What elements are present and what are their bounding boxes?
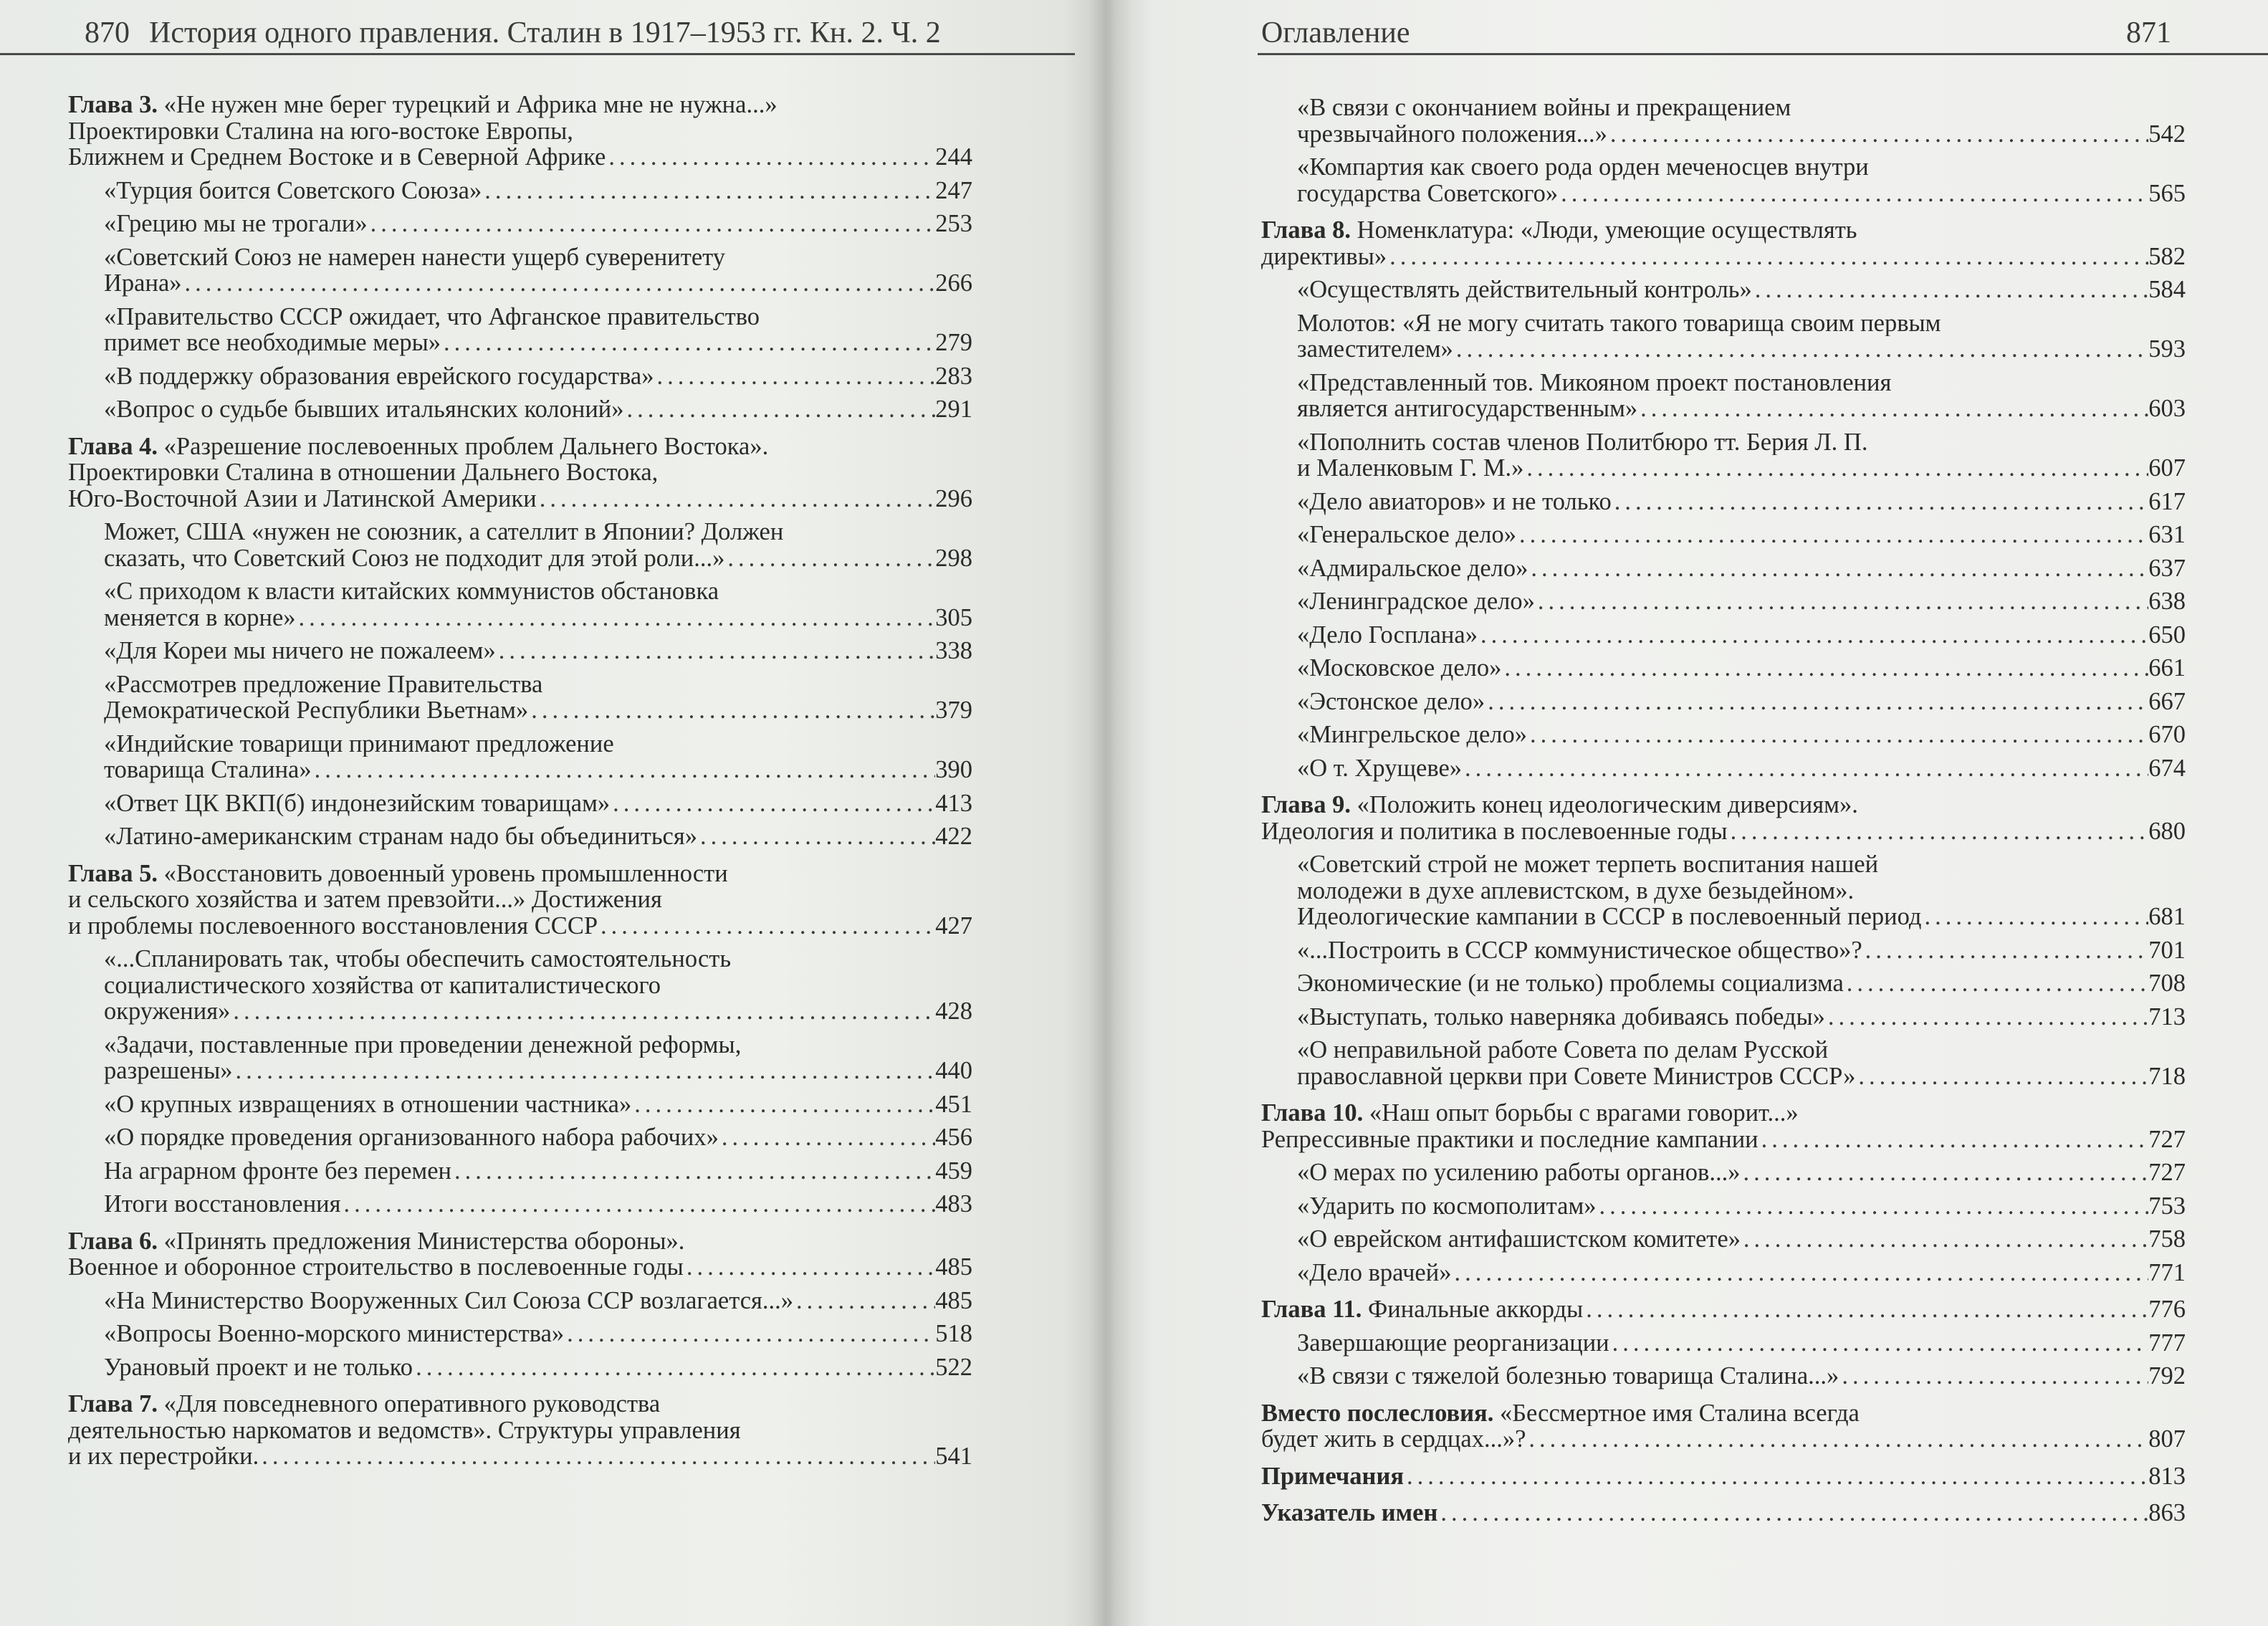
dot-leader xyxy=(312,757,936,783)
entry-title-line: «Грецию мы не трогали» xyxy=(104,210,368,237)
right-page xyxy=(1107,0,2268,1626)
chapter-label: Глава 3. xyxy=(68,92,158,118)
entry-title-line: Может, США «нужен не союзник, а сателлит в Японии? Должен xyxy=(104,519,784,545)
dot-leader xyxy=(1485,689,2148,715)
entry-page-number: 681 xyxy=(2148,903,2186,930)
entry-title-line: Ирана» xyxy=(104,269,182,297)
entry-title-line: «О порядке проведения организованного набора рабочих» xyxy=(104,1124,719,1151)
entry-page-number: 792 xyxy=(2148,1362,2186,1390)
entry-title-line: Итоги восстановления xyxy=(104,1190,341,1218)
entry-title-line: разрешены» xyxy=(104,1057,233,1084)
chapter-label: Вместо послесловия. xyxy=(1261,1400,1494,1426)
dot-leader xyxy=(1528,555,2148,582)
entry-title-line: «Наш опыт борьбы с врагами говорит...» xyxy=(1369,1100,1799,1127)
toc-section-entry xyxy=(68,638,972,664)
entry-title-line: «Принять предложения Министерства обороны». xyxy=(163,1228,685,1254)
dot-leader xyxy=(598,913,935,939)
chapter-label: Глава 7. xyxy=(68,1391,158,1417)
toc-section-entry xyxy=(68,731,972,783)
toc-chapter-entry xyxy=(68,92,972,171)
entry-title-line: «Латино-американским странам надо бы объединиться» xyxy=(104,823,697,850)
toc-section-entry xyxy=(68,1321,972,1347)
entry-page-number: 584 xyxy=(2148,276,2186,303)
entry-title-line: «О мерах по усилению работы органов...» xyxy=(1297,1159,1741,1186)
dot-leader xyxy=(1844,970,2148,997)
entry-title-line: примет все необходимые меры» xyxy=(104,329,441,356)
entry-title-line: «Для Кореи мы ничего не пожалеем» xyxy=(104,637,496,664)
entry-page-number: 305 xyxy=(935,603,972,631)
toc-section-entry xyxy=(1261,1004,2186,1030)
entry-title-line: «Вопрос о судьбе бывших итальянских колоний» xyxy=(104,396,624,423)
dot-leader xyxy=(1523,455,2148,482)
dot-leader xyxy=(564,1321,935,1347)
entry-title-line: и Маленковым Г. М.» xyxy=(1297,454,1524,482)
toc-section-entry xyxy=(68,519,972,571)
toc-section-entry xyxy=(68,946,972,1025)
dot-leader xyxy=(1740,1159,2148,1186)
entry-page-number: 670 xyxy=(2148,721,2186,748)
toc-section-entry xyxy=(68,1191,972,1218)
chapter-label: Глава 11. xyxy=(1261,1296,1362,1323)
entry-title-line: На аграрном фронте без перемен xyxy=(104,1157,452,1185)
dot-leader xyxy=(1501,655,2148,682)
dot-leader xyxy=(1607,121,2148,148)
toc-section-entry xyxy=(68,790,972,817)
toc-section-entry xyxy=(1261,310,2186,363)
dot-leader xyxy=(1637,396,2148,422)
entry-title-line: и их перестройки. xyxy=(68,1443,259,1470)
toc-section-entry xyxy=(68,1124,972,1151)
toc-chapter-entry xyxy=(1261,1400,2186,1453)
entry-page-number: 253 xyxy=(935,210,972,237)
toc-section-entry xyxy=(1261,1226,2186,1253)
entry-page-number: 753 xyxy=(2148,1192,2186,1220)
entry-title-line: «Эстонское дело» xyxy=(1297,687,1485,715)
entry-title-line: Военное и оборонное строительство в послевоенные годы xyxy=(68,1253,684,1281)
dot-leader xyxy=(1855,1063,2148,1090)
dot-leader xyxy=(1558,181,2148,207)
entry-title-line: «Для повседневного оперативного руководства xyxy=(163,1391,661,1417)
dot-leader xyxy=(1451,1260,2148,1286)
entry-title-line: «Ответ ЦК ВКП(б) индонезийским товарищам» xyxy=(104,789,611,817)
toc-section-entry xyxy=(1261,555,2186,582)
dot-leader xyxy=(230,998,935,1025)
entry-page-number: 428 xyxy=(935,998,972,1025)
entry-page-number: 813 xyxy=(2148,1462,2186,1490)
entry-title-line: Экономические (и не только) проблемы социализма xyxy=(1297,970,1844,997)
entry-page-number: 485 xyxy=(935,1253,972,1281)
entry-title-line: социалистического хозяйства от капиталистического xyxy=(104,972,661,998)
entry-title-line: «В связи с окончанием войны и прекращением xyxy=(1297,95,1791,121)
entry-page-number: 718 xyxy=(2148,1062,2186,1090)
entry-title-line: «Генеральское дело» xyxy=(1297,521,1516,548)
entry-title-line: «Представленный тов. Микояном проект постановления xyxy=(1297,369,1892,396)
dot-leader xyxy=(496,638,936,664)
toc-section-entry xyxy=(1261,1330,2186,1357)
toc-chapter-entry xyxy=(1261,217,2186,269)
chapter-label: Глава 8. xyxy=(1261,217,1351,244)
entry-page-number: 638 xyxy=(2148,588,2186,615)
toc-chapter-entry xyxy=(68,861,972,939)
dot-leader xyxy=(296,605,936,631)
entry-page-number: 771 xyxy=(2148,1258,2186,1286)
toc-section-entry xyxy=(1261,489,2186,515)
entry-title-line: «Правительство СССР ожидает, что Афганское правительство xyxy=(104,303,760,330)
toc-section-entry xyxy=(68,671,972,724)
toc-section-entry xyxy=(68,396,972,423)
dot-leader xyxy=(1516,522,2148,548)
entry-title-line: «Турция боится Советского Союза» xyxy=(104,176,482,204)
toc-section-entry xyxy=(68,1032,972,1084)
dot-leader xyxy=(1527,722,2148,748)
entry-title-line: «Компартия как своего рода орден меченосцев внутри xyxy=(1297,154,1869,181)
dot-leader xyxy=(259,1443,935,1470)
entry-title-line: «Выступать, только наверняка добиваясь победы» xyxy=(1297,1003,1825,1030)
entry-title-line: «Советский Союз не намерен нанести ущерб суверенитету xyxy=(104,244,725,270)
entry-page-number: 542 xyxy=(2148,120,2186,148)
toc-chapter-entry xyxy=(68,434,972,512)
entry-page-number: 582 xyxy=(2148,242,2186,270)
dot-leader xyxy=(341,1191,936,1218)
entry-title-line: Номенклатура: «Люди, умеющие осуществлять xyxy=(1357,217,1857,244)
toc-chapter-entry xyxy=(68,1391,972,1470)
dot-leader xyxy=(1478,622,2148,649)
toc-section-entry xyxy=(1261,1363,2186,1390)
entry-page-number: 413 xyxy=(935,789,972,817)
dot-leader xyxy=(684,1254,935,1281)
toc-section-entry xyxy=(1261,429,2186,482)
dot-leader xyxy=(413,1354,935,1381)
entry-title-line: заместителем» xyxy=(1297,335,1453,363)
entry-title-line: директивы» xyxy=(1261,242,1387,270)
entry-title-line: «Пополнить состав членов Политбюро тт. Берия Л. П. xyxy=(1297,429,1868,455)
chapter-label: Глава 9. xyxy=(1261,792,1351,818)
dot-leader xyxy=(1728,818,2149,845)
toc-section-entry xyxy=(1261,851,2186,930)
toc-section-entry xyxy=(1261,970,2186,997)
entry-title-line: «Московское дело» xyxy=(1297,654,1502,682)
entry-title-line: Проектировки Сталина в отношении Дальнего Востока, xyxy=(68,459,659,486)
entry-title-line: Молотов: «Я не могу считать такого товарища своим первым xyxy=(1297,310,1941,336)
entry-page-number: 456 xyxy=(935,1124,972,1151)
entry-page-number: 777 xyxy=(2148,1329,2186,1357)
dot-leader xyxy=(1453,336,2148,363)
toc-chapter-entry xyxy=(1261,1463,2186,1490)
toc-section-entry xyxy=(68,1288,972,1314)
entry-title-line: «Восстановить довоенный уровень промышленности xyxy=(163,860,728,886)
entry-title-line: «С приходом к власти китайских коммунистов обстановка xyxy=(104,578,719,605)
entry-title-line: Демократической Республики Вьетнам» xyxy=(104,697,529,724)
dot-leader xyxy=(1839,1363,2148,1390)
entry-title-line: Проектировки Сталина на юго-востоке Европы, xyxy=(68,118,573,144)
entry-page-number: 680 xyxy=(2148,817,2186,845)
entry-page-number: 541 xyxy=(935,1443,972,1470)
entry-title-line: «Дело врачей» xyxy=(1297,1258,1452,1286)
entry-title-line: Идеологические кампании в СССР в послевоенный период xyxy=(1297,903,1922,930)
toc-section-entry xyxy=(1261,622,2186,649)
entry-title-line: «В поддержку образования еврейского государства» xyxy=(104,362,654,390)
entry-page-number: 451 xyxy=(935,1090,972,1118)
left-running-title: История одного правления. Сталин в 1917–1953 гг. Кн. 2. Ч. 2 xyxy=(149,16,941,49)
entry-page-number: 440 xyxy=(935,1057,972,1084)
entry-title-line: товарища Сталина» xyxy=(104,756,312,783)
chapter-label: Указатель имен xyxy=(1261,1499,1438,1526)
entry-page-number: 565 xyxy=(2148,179,2186,207)
entry-title-line: «Дело авиаторов» и не только xyxy=(1297,487,1612,515)
entry-page-number: 298 xyxy=(935,544,972,572)
entry-page-number: 661 xyxy=(2148,654,2186,682)
dot-leader xyxy=(441,330,935,356)
dot-leader xyxy=(1437,1500,2148,1526)
toc-section-entry xyxy=(1261,755,2186,782)
entry-page-number: 338 xyxy=(935,637,972,664)
entry-page-number: 522 xyxy=(935,1353,972,1381)
toc-section-entry xyxy=(1261,95,2186,147)
dot-leader xyxy=(1609,1330,2149,1357)
dot-leader xyxy=(1526,1426,2148,1453)
entry-page-number: 713 xyxy=(2148,1003,2186,1030)
entry-page-number: 674 xyxy=(2148,754,2186,782)
entry-title-line: Урановый проект и не только xyxy=(104,1353,413,1381)
entry-page-number: 631 xyxy=(2148,521,2186,548)
entry-page-number: 727 xyxy=(2148,1125,2186,1153)
toc-section-entry xyxy=(68,823,972,850)
entry-page-number: 291 xyxy=(935,396,972,423)
right-page-number: 871 xyxy=(2126,16,2171,49)
entry-page-number: 483 xyxy=(935,1190,972,1218)
entry-page-number: 667 xyxy=(2148,687,2186,715)
dot-leader xyxy=(368,211,936,237)
entry-page-number: 296 xyxy=(935,484,972,512)
dot-leader xyxy=(1612,489,2149,515)
entry-page-number: 283 xyxy=(935,362,972,390)
toc-section-entry xyxy=(1261,937,2186,964)
dot-leader xyxy=(1825,1004,2148,1030)
entry-title-line: Юго-Восточной Азии и Латинской Америки xyxy=(68,484,537,512)
entry-title-line: «В связи с тяжелой болезнью товарища Сталина...» xyxy=(1297,1362,1839,1390)
dot-leader xyxy=(451,1158,935,1185)
entry-title-line: «О неправильной работе Совета по делам Русской xyxy=(1297,1037,1829,1063)
entry-page-number: 422 xyxy=(935,823,972,850)
dot-leader xyxy=(1535,588,2148,615)
toc-section-entry xyxy=(68,363,972,390)
toc-section-entry xyxy=(68,578,972,631)
toc-section-entry xyxy=(1261,1037,2186,1089)
left-toc-list xyxy=(68,92,972,1470)
dot-leader xyxy=(1387,244,2148,270)
entry-page-number: 708 xyxy=(2148,970,2186,997)
toc-chapter-entry xyxy=(1261,1296,2186,1323)
entry-title-line: «Адмиральское дело» xyxy=(1297,554,1528,582)
entry-page-number: 266 xyxy=(935,269,972,297)
right-running-title: Оглавление xyxy=(1261,16,1410,49)
entry-title-line: «О т. Хрущеве» xyxy=(1297,754,1463,782)
dot-leader xyxy=(719,1124,935,1151)
toc-section-entry xyxy=(68,211,972,237)
entry-title-line: «Задачи, поставленные при проведении денежной реформы, xyxy=(104,1031,742,1058)
toc-section-entry xyxy=(1261,277,2186,303)
toc-section-entry xyxy=(1261,655,2186,682)
toc-section-entry xyxy=(1261,1193,2186,1220)
entry-title-line: Завершающие реорганизации xyxy=(1297,1329,1609,1357)
entry-page-number: 776 xyxy=(2148,1296,2186,1323)
left-page-number: 870 xyxy=(85,16,130,49)
entry-page-number: 244 xyxy=(935,143,972,171)
chapter-label: Примечания xyxy=(1261,1462,1404,1490)
toc-section-entry xyxy=(1261,1159,2186,1186)
dot-leader xyxy=(1862,937,2149,964)
entry-title-line: Ближнем и Среднем Востоке и в Северной Африке xyxy=(68,143,606,171)
entry-title-line: окружения» xyxy=(104,998,231,1025)
entry-title-line: «На Министерство Вооруженных Сил Союза ССР возлагается...» xyxy=(104,1286,794,1314)
toc-section-entry xyxy=(68,244,972,297)
dot-leader xyxy=(724,545,935,572)
entry-title-line: «Осуществлять действительный контроль» xyxy=(1297,276,1752,303)
toc-section-entry xyxy=(1261,522,2186,548)
dot-leader xyxy=(631,1091,935,1118)
entry-page-number: 593 xyxy=(2148,335,2186,363)
entry-title-line: «О еврейском антифашистском комитете» xyxy=(1297,1225,1741,1253)
dot-leader xyxy=(182,270,936,297)
right-toc-list xyxy=(1261,95,2186,1526)
dot-leader xyxy=(1752,277,2148,303)
right-header-rule xyxy=(1258,53,2268,55)
entry-title-line: «Разрешение послевоенных проблем Дальнего Востока». xyxy=(163,433,769,459)
entry-title-line: чрезвычайного положения...» xyxy=(1297,120,1607,148)
dot-leader xyxy=(528,697,935,724)
chapter-label: Глава 5. xyxy=(68,860,158,886)
dot-leader xyxy=(697,823,935,850)
entry-title-line: молодежи в духе аплевистском, в духе безыдейном». xyxy=(1297,877,1855,904)
entry-title-line: Идеология и политика в послевоенные годы xyxy=(1261,817,1728,845)
toc-section-entry xyxy=(1261,689,2186,715)
dot-leader xyxy=(1583,1296,2148,1323)
chapter-label: Глава 10. xyxy=(1261,1100,1364,1127)
toc-section-entry xyxy=(68,1091,972,1118)
entry-title-line: «Ударить по космополитам» xyxy=(1297,1192,1597,1220)
dot-leader xyxy=(1921,904,2148,930)
entry-title-line: «Бессмертное имя Сталина всегда xyxy=(1499,1400,1860,1426)
entry-title-line: «О крупных извращениях в отношении частника» xyxy=(104,1090,632,1118)
entry-title-line: Репрессивные практики и последние кампании xyxy=(1261,1125,1759,1153)
entry-page-number: 758 xyxy=(2148,1225,2186,1253)
dot-leader xyxy=(482,178,935,204)
entry-page-number: 807 xyxy=(2148,1425,2186,1453)
entry-page-number: 607 xyxy=(2148,454,2186,482)
dot-leader xyxy=(624,396,936,423)
entry-title-line: «Вопросы Военно-морского министерства» xyxy=(104,1320,565,1347)
entry-page-number: 247 xyxy=(935,176,972,204)
entry-title-line: Финальные аккорды xyxy=(1368,1296,1584,1323)
entry-title-line: будет жить в сердцах...»? xyxy=(1261,1425,1526,1453)
entry-page-number: 427 xyxy=(935,912,972,939)
entry-page-number: 518 xyxy=(935,1320,972,1347)
entry-page-number: 459 xyxy=(935,1157,972,1185)
left-page xyxy=(0,0,1107,1626)
entry-page-number: 390 xyxy=(935,756,972,783)
entry-page-number: 617 xyxy=(2148,487,2186,515)
toc-section-entry xyxy=(1261,370,2186,422)
entry-title-line: сказать, что Советский Союз не подходит для этой роли...» xyxy=(104,544,725,572)
entry-title-line: «Ленинградское дело» xyxy=(1297,588,1535,615)
dot-leader xyxy=(606,144,935,171)
entry-page-number: 485 xyxy=(935,1286,972,1314)
entry-page-number: 379 xyxy=(935,697,972,724)
dot-leader xyxy=(610,790,935,817)
entry-title-line: «Индийские товарищи принимают предложение xyxy=(104,730,614,757)
toc-section-entry xyxy=(68,178,972,204)
left-header-rule xyxy=(0,53,1075,55)
entry-title-line: государства Советского» xyxy=(1297,179,1559,207)
entry-title-line: «Советский строй не может терпеть воспитания нашей xyxy=(1297,851,1879,878)
toc-section-entry xyxy=(1261,154,2186,206)
dot-leader xyxy=(233,1058,936,1084)
dot-leader xyxy=(654,363,935,390)
toc-section-entry xyxy=(68,1158,972,1185)
entry-title-line: деятельностью наркоматов и ведомств». Структуры управления xyxy=(68,1417,741,1443)
entry-title-line: «...Спланировать так, чтобы обеспечить самостоятельность xyxy=(104,946,732,972)
entry-title-line: и проблемы послевоенного восстановления СССР xyxy=(68,912,598,939)
entry-title-line: православной церкви при Совете Министров СССР» xyxy=(1297,1062,1856,1090)
toc-section-entry xyxy=(68,304,972,356)
entry-title-line: «Мингрельское дело» xyxy=(1297,721,1528,748)
chapter-label: Глава 6. xyxy=(68,1228,158,1254)
entry-page-number: 863 xyxy=(2148,1499,2186,1526)
entry-title-line: и сельского хозяйства и затем превзойти...» Достижения xyxy=(68,886,662,913)
entry-title-line: «Не нужен мне берег турецкий и Африка мне не нужна...» xyxy=(163,92,777,118)
entry-title-line: меняется в корне» xyxy=(104,603,296,631)
entry-page-number: 650 xyxy=(2148,621,2186,649)
toc-chapter-entry xyxy=(1261,1100,2186,1152)
chapter-label: Глава 4. xyxy=(68,433,158,459)
toc-section-entry xyxy=(1261,1260,2186,1286)
toc-section-entry xyxy=(1261,722,2186,748)
dot-leader xyxy=(1404,1463,2148,1490)
toc-chapter-entry xyxy=(1261,1500,2186,1526)
entry-title-line: «...Построить в СССР коммунистическое общество»? xyxy=(1297,936,1862,964)
toc-chapter-entry xyxy=(1261,792,2186,844)
entry-page-number: 637 xyxy=(2148,554,2186,582)
dot-leader xyxy=(537,486,936,512)
entry-title-line: «Положить конец идеологическим диверсиям». xyxy=(1357,792,1858,818)
entry-title-line: «Рассмотрев предложение Правительства xyxy=(104,671,543,697)
entry-page-number: 727 xyxy=(2148,1159,2186,1186)
dot-leader xyxy=(1741,1226,2148,1253)
toc-chapter-entry xyxy=(68,1228,972,1281)
entry-page-number: 279 xyxy=(935,329,972,356)
entry-page-number: 603 xyxy=(2148,395,2186,422)
dot-leader xyxy=(1759,1127,2149,1153)
dot-leader xyxy=(1462,755,2148,782)
entry-page-number: 701 xyxy=(2148,936,2186,964)
entry-title-line: является антигосударственным» xyxy=(1297,395,1638,422)
toc-section-entry xyxy=(68,1354,972,1381)
entry-title-line: «Дело Госплана» xyxy=(1297,621,1478,649)
dot-leader xyxy=(1597,1193,2149,1220)
toc-section-entry xyxy=(1261,588,2186,615)
dot-leader xyxy=(793,1288,935,1314)
